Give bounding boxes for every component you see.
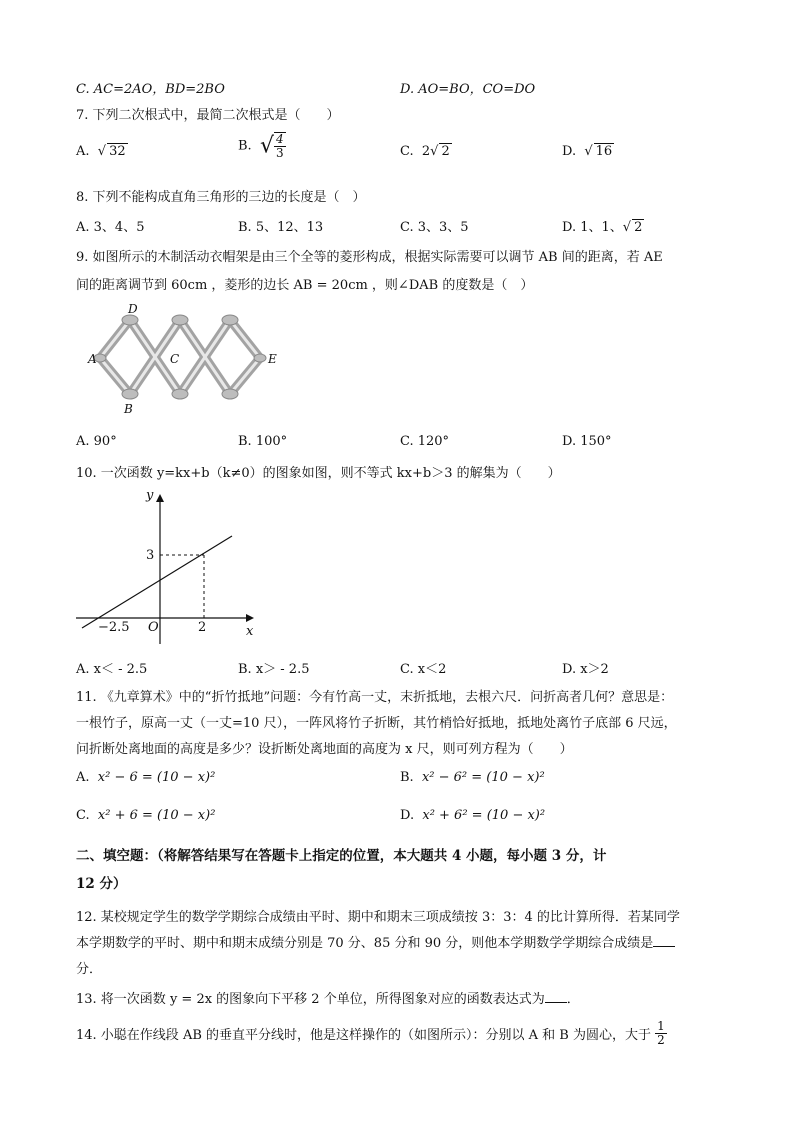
section2-heading-line1: 二、填空题：（将解答结果写在答题卡上指定的位置，本大题共 4 小题，每小题 3 分，计 [76, 848, 607, 864]
graph-x-tick-neg: −2.5 [98, 620, 130, 635]
figure-label-a: A [88, 352, 97, 366]
q10-stem: 10. 一次函数 y=kx+b（k≠0）的图象如图，则不等式 kx+b＞3 的解集为（ ） [76, 466, 561, 481]
graph-y-label: y [146, 488, 154, 503]
q7-option-b: B. √ $\frac{4}{3}$ [238, 132, 284, 160]
figure-label-d: D [128, 302, 138, 316]
graph-x-tick-2: 2 [198, 620, 207, 635]
section2-heading-line2: 12 分） [76, 876, 127, 892]
figure-label-c: C [170, 352, 180, 366]
sqrt-symbol-icon: √ [584, 144, 593, 159]
q9-stem-line2: 间的距离调节到 60cm ，菱形的边长 AB = 20cm ，则∠DAB 的度数是（ ） [76, 278, 534, 293]
q9-option-a: A. 90° [76, 434, 117, 449]
q11-line2: 一根竹子，原高一丈（一丈=10 尺），一阵风将竹子折断，其竹梢恰好抵地，抵地处离竹子底部 6 尺远， [76, 716, 677, 731]
q12-line1: 12. 某校规定学生的数学学期综合成绩由平时、期中和期末三项成绩按 3：3：4 的比计算所得．若某同学 [76, 910, 680, 925]
q10-option-d: D. x＞2 [562, 662, 609, 677]
q11-option-b: B. x² − 6² = (10 − x)² [400, 770, 545, 785]
sqrt-symbol-icon: √ [259, 133, 274, 159]
q8-option-b: B. 5、12、13 [238, 220, 324, 235]
answer-blank [545, 990, 567, 1003]
q7-option-d: D. √ 16 [562, 144, 613, 159]
q10-option-a: A. x＜ - 2.5 [76, 662, 148, 677]
sqrt-symbol-icon: √ [430, 144, 439, 159]
q11-option-a: A. x² − 6 = (10 − x)² [76, 770, 216, 785]
q14-line: 14. 小聪在作线段 AB 的垂直平分线时，他是这样操作的（如图所示）：分别以 A 和 B 为圆心，大于 $\frac{1}{2}$ [76, 1019, 665, 1047]
q10-option-c: C. x＜2 [400, 662, 447, 677]
q12-line3: 分． [76, 962, 103, 977]
graph-x-label: x [246, 624, 254, 639]
q6-option-d: D. AO=BO，CO=DO [400, 82, 536, 97]
q9-stem-line1: 9. 如图所示的木制活动衣帽架是由三个全等的菱形构成，根据实际需要可以调节 AB 间的距离，若 AE [76, 250, 663, 265]
q11-option-c: C. x² + 6 = (10 − x)² [76, 808, 216, 823]
sqrt-symbol-icon: √ [97, 144, 107, 159]
one-half-fraction: $\frac{1}{2}$ [657, 1019, 665, 1047]
sqrt-symbol-icon: √ [622, 220, 632, 235]
q11-line3: 问折断处离地面的高度是多少？设折断处离地面的高度为 x 尺，则可列方程为（ ） [76, 742, 573, 757]
q11-line1: 11. 《九章算术》中的“折竹抵地”问题：今有竹高一丈，末折抵地，去根六尺．问折高者几何？意思是： [76, 690, 674, 705]
graph-origin-label: O [148, 620, 159, 635]
q13-line: 13. 将一次函数 y = 2x 的图象向下平移 2 个单位，所得图象对应的函数表达式为 ． [76, 992, 580, 1007]
q12-line2: 本学期数学的平时、期中和期末成绩分别是 70 分、85 分和 90 分，则他本学期数学学期综合成绩是 [76, 932, 675, 951]
q7-option-a: A. √ 32 [76, 144, 126, 159]
q8-option-d: D. 1、1、√ 2 [562, 220, 643, 235]
q8-option-a: A. 3、4、5 [76, 220, 145, 235]
q7-stem: 7. 下列二次根式中，最简二次根式是（ ） [76, 108, 340, 123]
answer-blank [653, 934, 675, 947]
q9-option-c: C. 120° [400, 434, 450, 449]
q10-option-b: B. x＞ - 2.5 [238, 662, 310, 677]
q8-stem: 8. 下列不能构成直角三角形的三边的长度是（ ） [76, 190, 366, 205]
q6-option-c: C. AC=2AO，BD=2BO [76, 82, 225, 97]
figure-label-b: B [124, 402, 133, 416]
function-line [82, 536, 232, 628]
graph-y-tick-3: 3 [146, 548, 155, 563]
figure-label-e: E [268, 352, 277, 366]
q8-option-c: C. 3、3、5 [400, 220, 469, 235]
y-axis-arrow-icon [156, 494, 164, 502]
q11-option-d: D. x² + 6² = (10 − x)² [400, 808, 546, 823]
q7-option-c: C. 2√ 2 [400, 144, 450, 159]
coat-rack-figure [84, 302, 294, 414]
x-axis-arrow-icon [246, 614, 254, 622]
q9-option-b: B. 100° [238, 434, 288, 449]
q9-option-d: D. 150° [562, 434, 612, 449]
